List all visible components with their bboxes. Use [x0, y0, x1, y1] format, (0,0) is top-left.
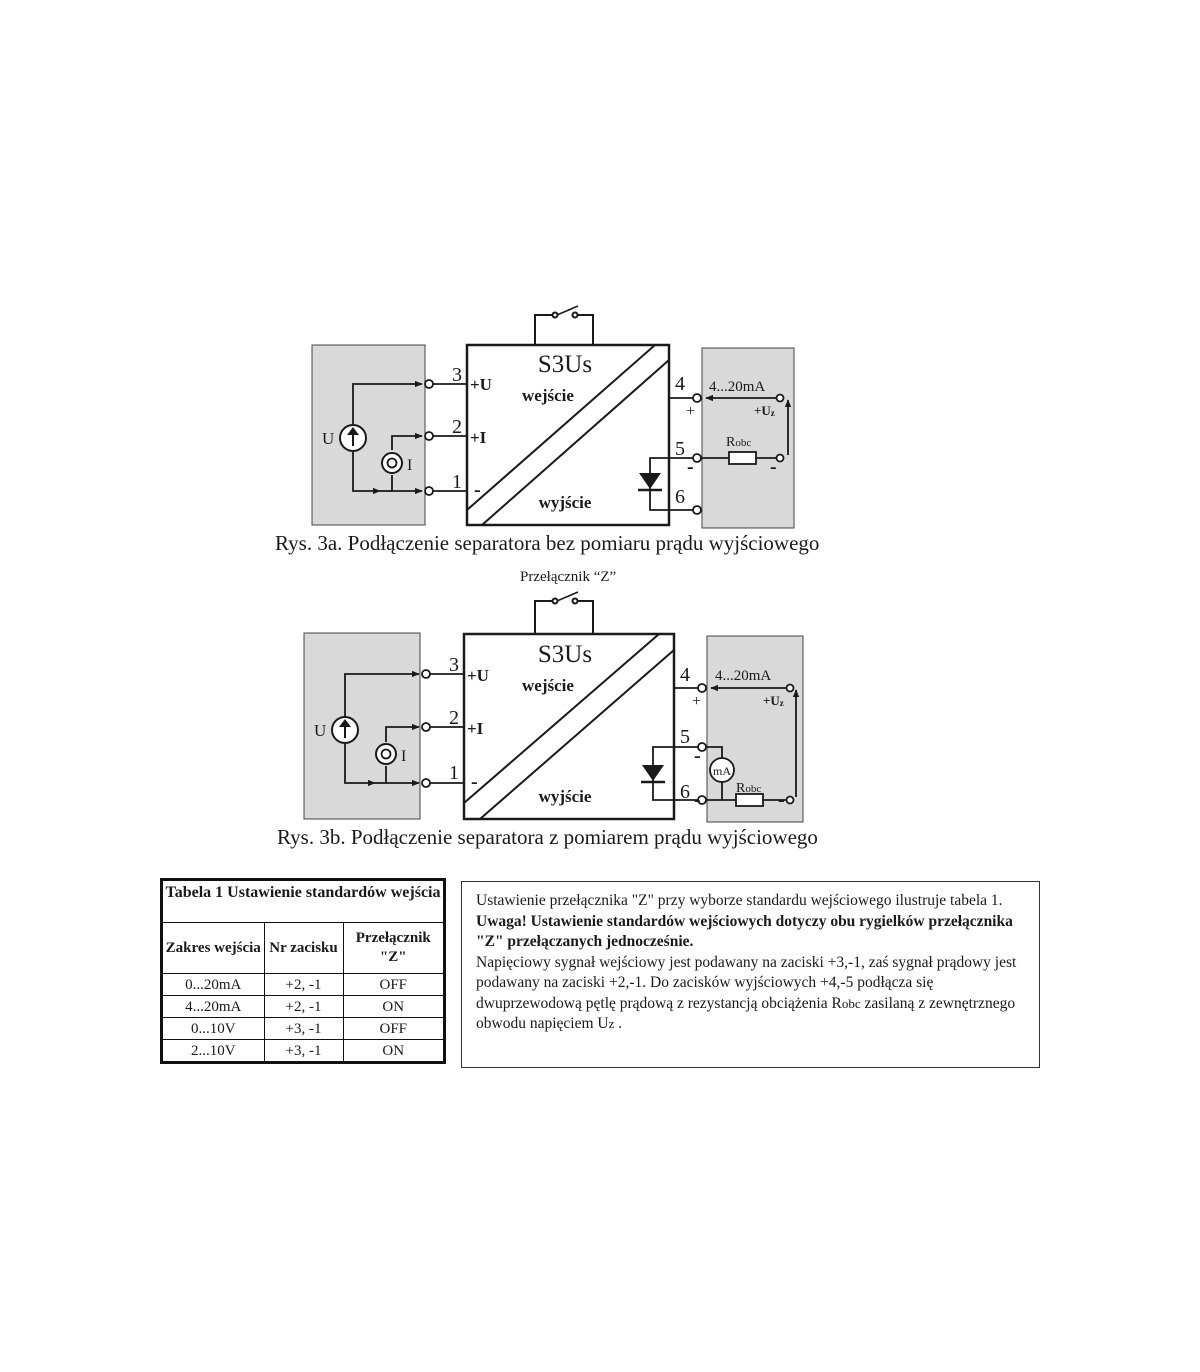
table-header-row: [163, 923, 443, 974]
switch-z: [535, 306, 593, 345]
table-cell: 2...10V: [163, 1040, 264, 1062]
note-body: Napięciowy sygnał wejściowy jest podawany na zaciski +3,-1, zaś sygnał prądowy jest podawany na zaciski +2,-1. Do zacisków wyjściowych +4,-5 podłącza się dwuprzewodową pętlę prądową z rezystancją obciążenia Robc zasilaną z zewnętrznego obwodu napięciem Uz .: [476, 953, 1017, 1032]
terminal-2: 2: [449, 707, 459, 729]
supply-label: +Uz: [754, 403, 775, 418]
minus-sign-5: -: [694, 745, 701, 767]
figure-3a-caption: Rys. 3a. Podłączenie separatora bez pomiaru prądu wyjściowego: [275, 531, 820, 555]
table-cell: ON: [343, 1040, 443, 1062]
minus-sign: -: [687, 456, 694, 478]
table-cell: 0...10V: [163, 1018, 264, 1040]
table-cell: +2, -1: [264, 996, 343, 1018]
note-warning: Uwaga! Ustawienie standardów wejściowych dotyczy obu rygielków przełącznika "Z" przełączanych jednocześnie.: [476, 912, 1013, 950]
source-i-label: I: [401, 748, 407, 765]
terminal-3: 3: [449, 654, 459, 676]
current-source-icon: [382, 453, 402, 473]
device-name: S3Us: [537, 641, 593, 668]
column-header: Przełącznik "Z": [343, 923, 443, 974]
settings-table: [160, 878, 446, 1064]
terminal-minus: -: [471, 771, 478, 793]
terminal-1: 1: [449, 762, 459, 784]
table-row: [163, 1040, 443, 1062]
milliammeter-icon: [710, 758, 734, 782]
terminal-plus-u: +U: [467, 666, 489, 685]
terminal-5: 5: [675, 438, 685, 460]
terminal-6: 6: [680, 781, 690, 803]
terminal-6: 6: [675, 486, 685, 508]
output-label: wyjście: [538, 493, 592, 512]
settings-note: [461, 881, 1040, 1068]
table-cell: 4...20mA: [163, 996, 264, 1018]
table-title: Tabela 1 Ustawienie standardów wejścia: [163, 881, 443, 923]
table-body: [163, 923, 443, 1061]
plus-sign: +: [686, 403, 696, 420]
current-range-label: 4...20mA: [709, 379, 766, 395]
diagram-3b: [304, 592, 803, 822]
switch-z: [535, 592, 593, 634]
table-row: [163, 974, 443, 996]
terminal-plus-u: +U: [470, 375, 492, 394]
table-cell: +3, -1: [264, 1018, 343, 1040]
source-u-label: U: [314, 721, 327, 740]
current-range-label: 4...20mA: [715, 668, 772, 684]
load-label: Robc: [736, 781, 762, 796]
figure-3b-caption: Rys. 3b. Podłączenie separatora z pomiarem prądu wyjściowego: [277, 825, 818, 849]
terminal-3: 3: [452, 364, 462, 386]
terminal-minus: -: [474, 479, 481, 501]
svg-text:mA: mA: [713, 764, 731, 778]
table-cell: ON: [343, 996, 443, 1018]
diagram-3a: [312, 306, 794, 528]
current-source-icon: [376, 744, 396, 764]
table-cell: +2, -1: [264, 974, 343, 996]
note-intro: Ustawienie przełącznika "Z" przy wyborze standardu wejściowego ilustruje tabela 1.: [476, 892, 1003, 909]
switch-z-label: Przełącznik “Z”: [520, 569, 617, 585]
input-label: wejście: [522, 676, 574, 695]
terminal-4: 4: [680, 664, 690, 686]
source-u-label: U: [322, 429, 335, 448]
table-cell: 0...20mA: [163, 974, 264, 996]
device-name: S3Us: [537, 351, 593, 378]
terminal-4: 4: [675, 373, 685, 395]
table-cell: OFF: [343, 974, 443, 996]
terminal-5: 5: [680, 726, 690, 748]
table-row: [163, 1018, 443, 1040]
terminal-plus-i: +I: [467, 719, 484, 738]
terminal-plus-i: +I: [470, 428, 487, 447]
table-cell: +3, -1: [264, 1040, 343, 1062]
table-cell: OFF: [343, 1018, 443, 1040]
output-label: wyjście: [538, 787, 592, 806]
source-i-label: I: [407, 457, 413, 474]
voltage-source-icon: [332, 717, 358, 743]
load-minus: -: [770, 456, 777, 478]
minus-sign-6: -: [694, 789, 701, 811]
column-header: Nr zacisku: [264, 923, 343, 974]
column-header: Zakres wejścia: [163, 923, 264, 974]
voltage-source-icon: [340, 425, 366, 451]
input-label: wejście: [522, 386, 574, 405]
load-minus: -: [778, 789, 785, 811]
supply-label: +Uz: [763, 693, 784, 708]
terminal-1: 1: [452, 471, 462, 493]
terminal-2: 2: [452, 416, 462, 438]
load-label: Robc: [726, 435, 752, 450]
plus-sign: +: [692, 693, 702, 710]
table-row: [163, 996, 443, 1018]
